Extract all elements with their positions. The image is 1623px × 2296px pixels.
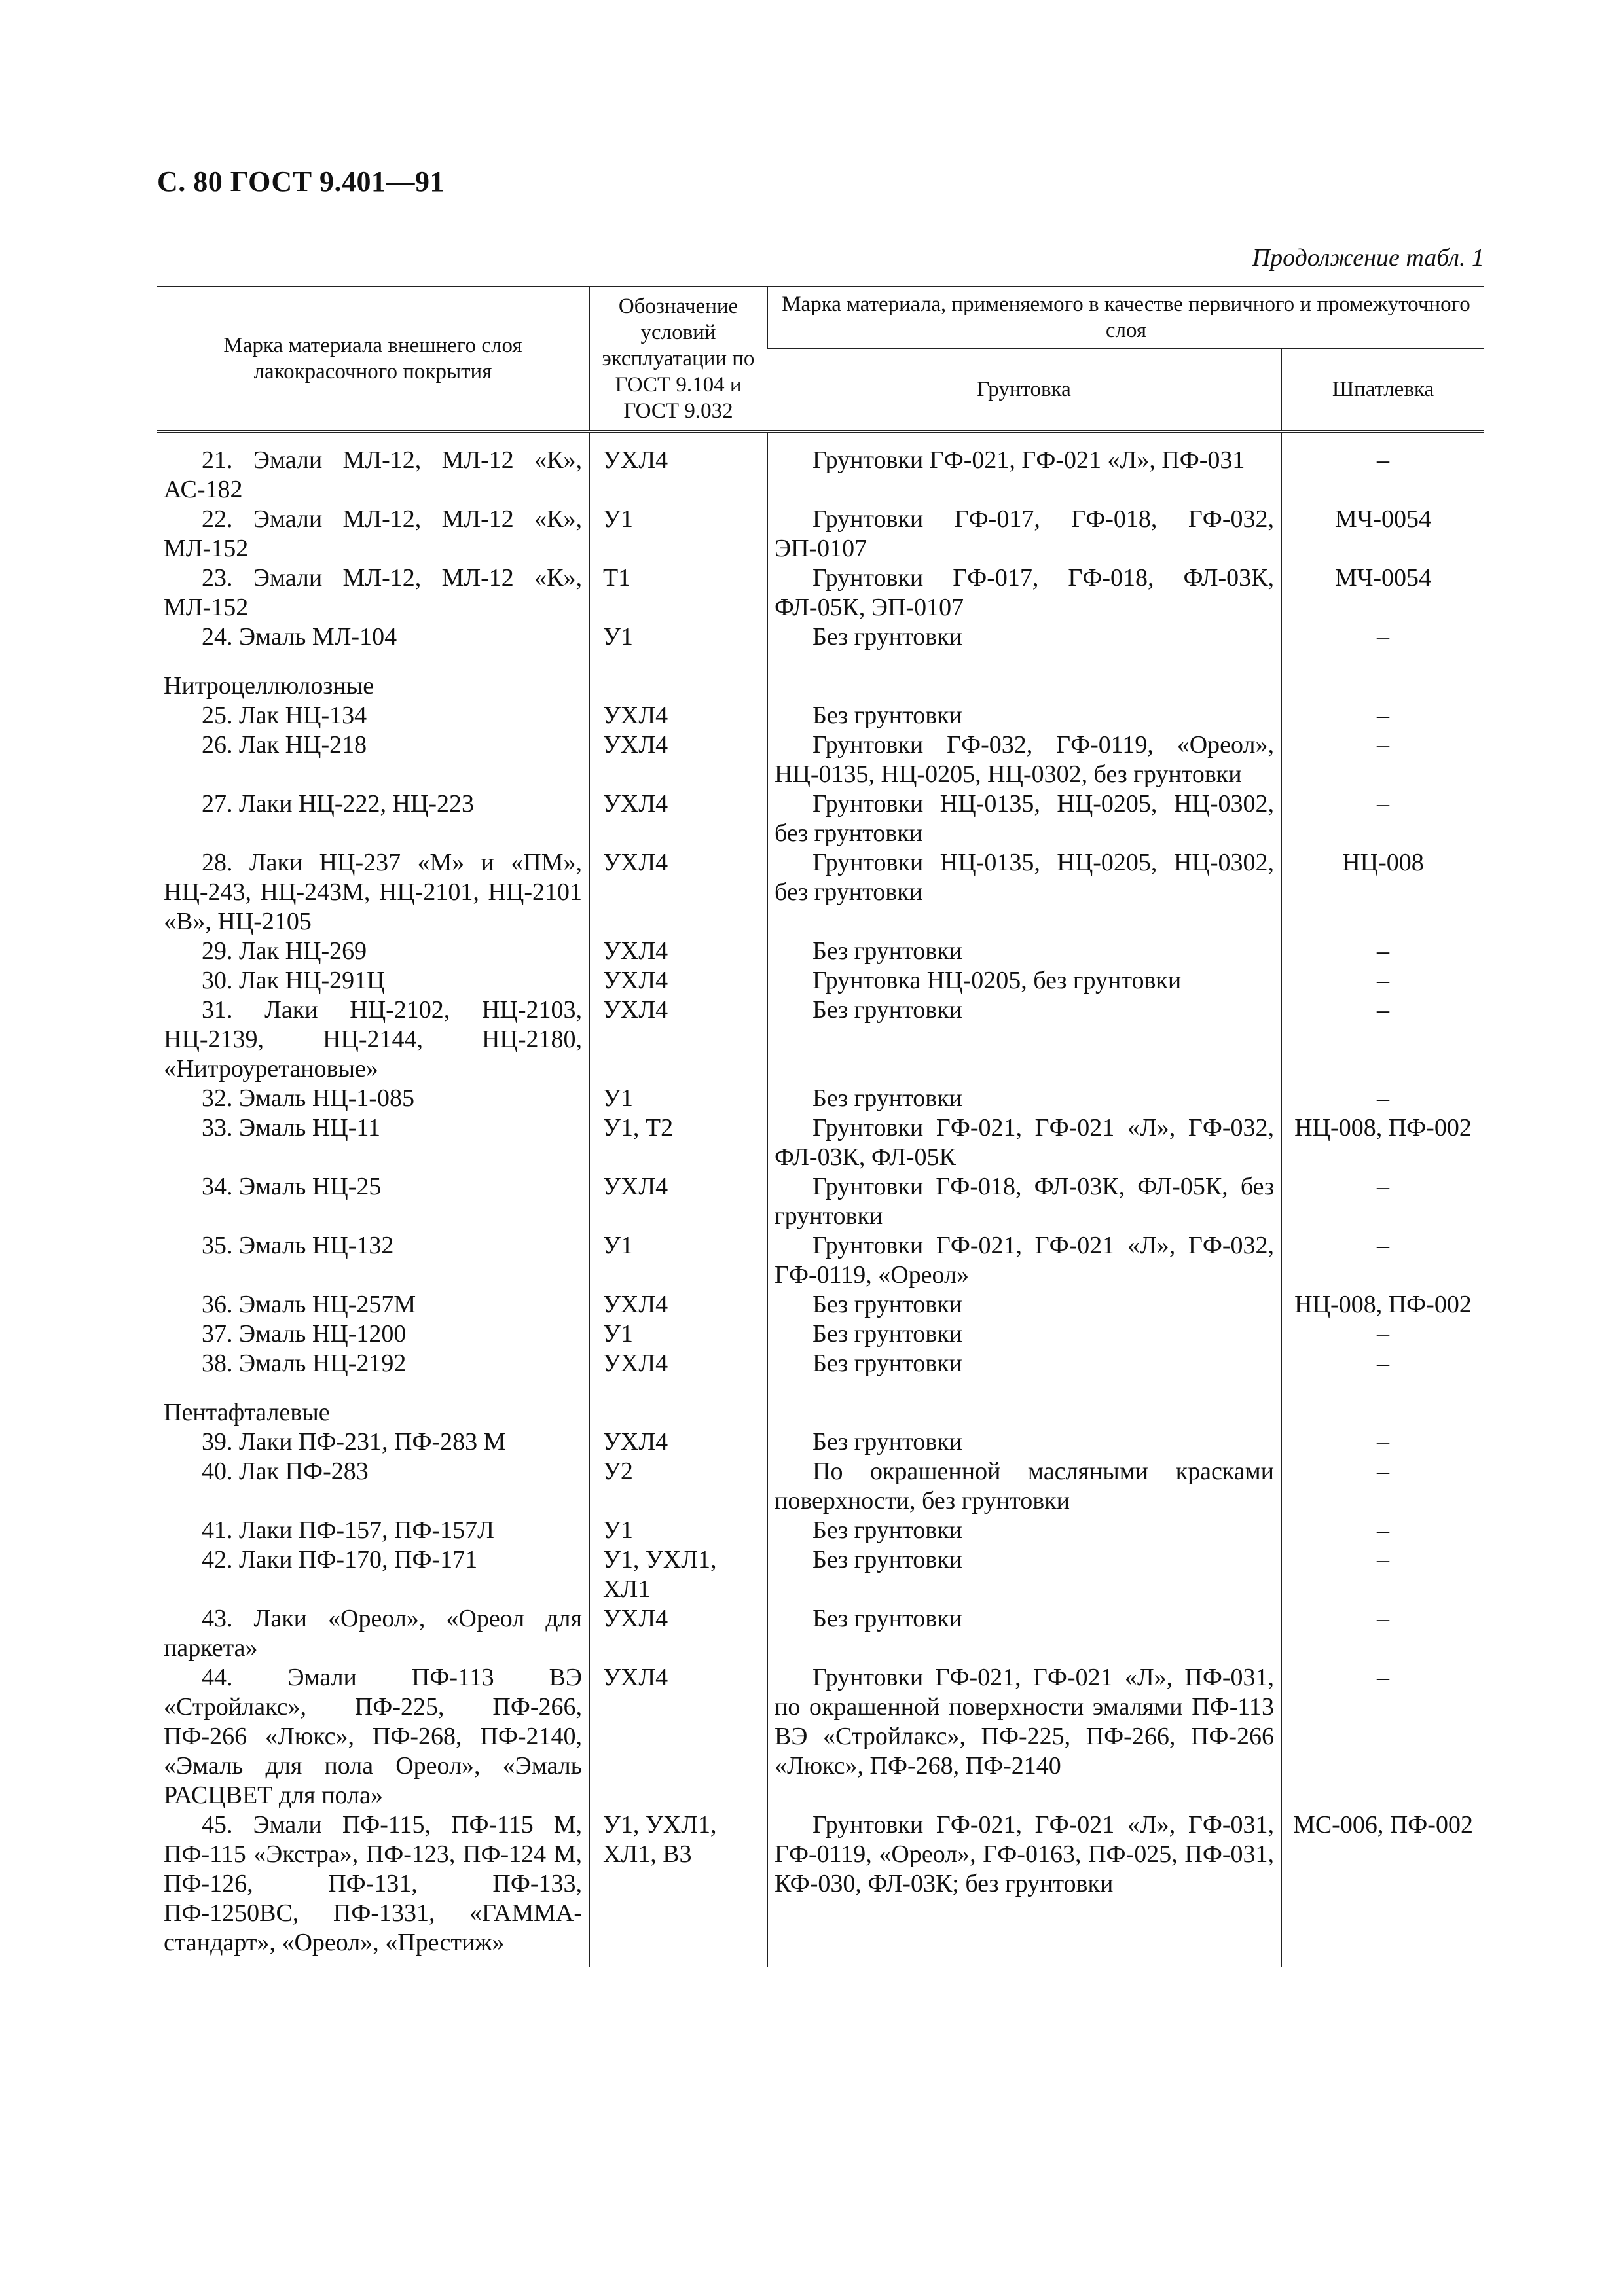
materials-table [157,286,1484,1967]
cell-primer: Грунтовки НЦ-0135, НЦ-0205, НЦ-0302, без грунтовки [767,789,1281,848]
cell-putty: – [1281,1663,1484,1810]
cell-material-name: 31. Лаки НЦ-2102, НЦ-2103, НЦ-2139, НЦ-2144, НЦ-2180, «Нитроуретановые» [164,996,582,1083]
section-empty-cell [1281,1378,1484,1427]
cell-conditions: УХЛ4 [589,937,767,966]
materials-table-wrapper [157,286,1484,1967]
cell-putty: – [1281,1545,1484,1604]
page-header-title: С. 80 ГОСТ 9.401—91 [157,166,445,198]
section-empty-cell [589,1378,767,1427]
cell-putty: – [1281,1172,1484,1231]
cell-material-name: 33. Эмаль НЦ-11 [202,1114,380,1141]
cell-primer: Грунтовки ГФ-017, ГФ-018, ГФ-032, ЭП-0107 [767,505,1281,564]
cell-material-name: 22. Эмали МЛ-12, МЛ-12 «К», МЛ-152 [164,505,582,562]
cell-conditions: У1, УХЛ1, ХЛ1 [589,1545,767,1604]
cell-conditions: У1 [589,1231,767,1290]
table-row [157,1231,1484,1290]
table-row [157,701,1484,730]
cell-putty: – [1281,1084,1484,1113]
table-continuation-note: Продолжение табл. 1 [1252,244,1484,272]
cell-primer: Грунтовки ГФ-018, ФЛ-03К, ФЛ-05К, без грунтовки [767,1172,1281,1231]
table-row [157,1172,1484,1231]
cell-conditions: У1 [589,1084,767,1113]
cell-conditions: УХЛ4 [589,730,767,789]
table-row [157,996,1484,1084]
cell-conditions: У2 [589,1457,767,1516]
cell-material-name: 43. Лаки «Ореол», «Ореол для паркета» [164,1605,582,1662]
table-row [157,1290,1484,1319]
cell-primer: Без грунтовки [767,1427,1281,1457]
table-row [157,564,1484,622]
cell-putty: МЧ-0054 [1281,505,1484,564]
cell-material-name: 24. Эмаль МЛ-104 [202,623,397,651]
cell-conditions: УХЛ4 [589,1427,767,1457]
table-row [157,937,1484,966]
cell-primer: Грунтовки ГФ-032, ГФ-0119, «Ореол», НЦ-0135, НЦ-0205, НЦ-0302, без грунтовки [767,730,1281,789]
table-row [157,1663,1484,1810]
table-row [157,1113,1484,1172]
section-empty-cell [767,652,1281,701]
cell-primer: Без грунтовки [767,1349,1281,1378]
cell-material-name: 35. Эмаль НЦ-132 [202,1232,394,1259]
cell-conditions: Т1 [589,564,767,622]
table-row [157,622,1484,652]
cell-primer: Грунтовки ГФ-021, ГФ-021 «Л», ГФ-032, ФЛ-03К, ФЛ-05К [767,1113,1281,1172]
section-row [157,1378,1484,1427]
cell-material-name: 27. Лаки НЦ-222, НЦ-223 [202,790,475,817]
cell-conditions: У1 [589,1516,767,1545]
cell-material-name: 26. Лак НЦ-218 [202,731,367,759]
cell-putty: НЦ-008 [1281,848,1484,937]
section-heading: Пентафталевые [164,1399,330,1426]
cell-material-name: 37. Эмаль НЦ-1200 [202,1320,407,1348]
table-body [157,431,1484,1967]
cell-putty: – [1281,431,1484,505]
cell-conditions: УХЛ4 [589,1172,767,1231]
cell-conditions: У1 [589,1319,767,1349]
table-row [157,848,1484,937]
table-row [157,789,1484,848]
table-row [157,1516,1484,1545]
cell-material-name: 25. Лак НЦ-134 [202,702,367,729]
cell-primer: Без грунтовки [767,1604,1281,1663]
header-operating-conditions: Обозначение условий эксплуатации по ГОСТ 9.104 и ГОСТ 9.032 [589,287,767,431]
cell-material-name: 34. Эмаль НЦ-25 [202,1173,382,1200]
cell-primer: Грунтовки ГФ-021, ГФ-021 «Л», ПФ-031, по окрашенной поверхности эмалями ПФ-113 ВЭ «Стройлакс», ПФ-225, ПФ-266, ПФ-266 «Люкс», ПФ-268, ПФ-2140 [767,1663,1281,1810]
cell-conditions: УХЛ4 [589,701,767,730]
cell-conditions: У1 [589,622,767,652]
section-empty-cell [767,1378,1281,1427]
section-empty-cell [1281,652,1484,701]
cell-primer: Грунтовка НЦ-0205, без грунтовки [767,966,1281,996]
cell-primer: Грунтовки ГФ-017, ГФ-018, ФЛ-03К, ФЛ-05К, ЭП-0107 [767,564,1281,622]
cell-conditions: УХЛ4 [589,1349,767,1378]
cell-putty: – [1281,937,1484,966]
header-primary-layer-group: Марка материала, применяемого в качестве первичного и промежуточного слоя [767,287,1484,348]
cell-putty: НЦ-008, ПФ-002 [1281,1290,1484,1319]
cell-primer: Без грунтовки [767,1516,1281,1545]
cell-primer: Без грунтовки [767,1290,1281,1319]
cell-primer: Грунтовки ГФ-021, ГФ-021 «Л», ПФ-031 [767,431,1281,505]
cell-putty: НЦ-008, ПФ-002 [1281,1113,1484,1172]
cell-putty: – [1281,1231,1484,1290]
cell-putty: – [1281,1604,1484,1663]
cell-putty: – [1281,1427,1484,1457]
cell-putty: – [1281,1457,1484,1516]
table-row [157,1545,1484,1604]
cell-material-name: 41. Лаки ПФ-157, ПФ-157Л [202,1516,494,1544]
cell-putty: – [1281,1319,1484,1349]
cell-putty: – [1281,701,1484,730]
cell-conditions: УХЛ4 [589,1604,767,1663]
table-row [157,1084,1484,1113]
cell-putty: МС-006, ПФ-002 [1281,1810,1484,1967]
cell-material-name: 21. Эмали МЛ-12, МЛ-12 «К», АС-182 [164,446,582,503]
cell-primer: Без грунтовки [767,622,1281,652]
cell-primer: Без грунтовки [767,701,1281,730]
cell-material-name: 29. Лак НЦ-269 [202,937,367,965]
table-row [157,1349,1484,1378]
table-row [157,431,1484,505]
cell-conditions: УХЛ4 [589,431,767,505]
table-row [157,505,1484,564]
table-row [157,1810,1484,1967]
cell-primer: Грунтовки НЦ-0135, НЦ-0205, НЦ-0302, без грунтовки [767,848,1281,937]
cell-material-name: 45. Эмали ПФ-115, ПФ-115 М, ПФ-115 «Экстра», ПФ-123, ПФ-124 М, ПФ-126, ПФ-131, ПФ-133, ПФ-1250ВС, ПФ-1331, «ГАММА-стандарт», «Ореол», «Престиж» [164,1811,582,1956]
header-putty: Шпатлевка [1281,348,1484,431]
cell-material-name: 39. Лаки ПФ-231, ПФ-283 М [202,1428,506,1456]
cell-conditions: У1, Т2 [589,1113,767,1172]
cell-material-name: 32. Эмаль НЦ-1-085 [202,1085,415,1112]
cell-conditions: У1, УХЛ1, ХЛ1, В3 [589,1810,767,1967]
cell-conditions: УХЛ4 [589,789,767,848]
cell-putty: МЧ-0054 [1281,564,1484,622]
header-primer: Грунтовка [767,348,1281,431]
cell-conditions: У1 [589,505,767,564]
cell-material-name: 44. Эмали ПФ-113 ВЭ «Стройлакс», ПФ-225, ПФ-266, ПФ-266 «Люкс», ПФ-268, ПФ-2140, «Эмаль для пола Ореол», «Эмаль РАСЦВЕТ для пола» [164,1664,582,1809]
cell-conditions: УХЛ4 [589,966,767,996]
cell-putty: – [1281,1516,1484,1545]
cell-primer: Грунтовки ГФ-021, ГФ-021 «Л», ГФ-032, ГФ-0119, «Ореол» [767,1231,1281,1290]
cell-putty: – [1281,789,1484,848]
section-empty-cell [589,652,767,701]
cell-primer: Без грунтовки [767,1545,1281,1604]
section-row [157,652,1484,701]
table-row [157,1457,1484,1516]
cell-putty: – [1281,996,1484,1084]
table-header [157,287,1484,431]
cell-material-name: 23. Эмали МЛ-12, МЛ-12 «К», МЛ-152 [164,564,582,621]
cell-conditions: УХЛ4 [589,848,767,937]
section-heading: Нитроцеллюлозные [164,672,374,700]
cell-material-name: 28. Лаки НЦ-237 «М» и «ПМ», НЦ-243, НЦ-243М, НЦ-2101, НЦ-2101 «В», НЦ-2105 [164,849,582,935]
cell-conditions: УХЛ4 [589,996,767,1084]
cell-material-name: 40. Лак ПФ-283 [202,1458,369,1485]
cell-putty: – [1281,966,1484,996]
table-row [157,730,1484,789]
cell-putty: – [1281,1349,1484,1378]
cell-material-name: 30. Лак НЦ-291Ц [202,967,385,994]
cell-conditions: УХЛ4 [589,1290,767,1319]
table-row [157,1604,1484,1663]
cell-primer: Грунтовки ГФ-021, ГФ-021 «Л», ГФ-031, ГФ-0119, «Ореол», ГФ-0163, ПФ-025, ПФ-031, КФ-030, ФЛ-03К; без грунтовки [767,1810,1281,1967]
cell-primer: Без грунтовки [767,1319,1281,1349]
cell-conditions: УХЛ4 [589,1663,767,1810]
cell-putty: – [1281,622,1484,652]
cell-primer: По окрашенной масляными красками поверхности, без грунтовки [767,1457,1281,1516]
table-row [157,1427,1484,1457]
table-row [157,1319,1484,1349]
cell-material-name: 42. Лаки ПФ-170, ПФ-171 [202,1546,478,1573]
cell-material-name: 36. Эмаль НЦ-257М [202,1291,416,1318]
cell-material-name: 38. Эмаль НЦ-2192 [202,1350,407,1377]
cell-putty: – [1281,730,1484,789]
cell-primer: Без грунтовки [767,937,1281,966]
header-outer-layer-material: Марка материала внешнего слоя лакокрасочного покрытия [157,287,589,431]
table-row [157,966,1484,996]
cell-primer: Без грунтовки [767,996,1281,1084]
cell-primer: Без грунтовки [767,1084,1281,1113]
